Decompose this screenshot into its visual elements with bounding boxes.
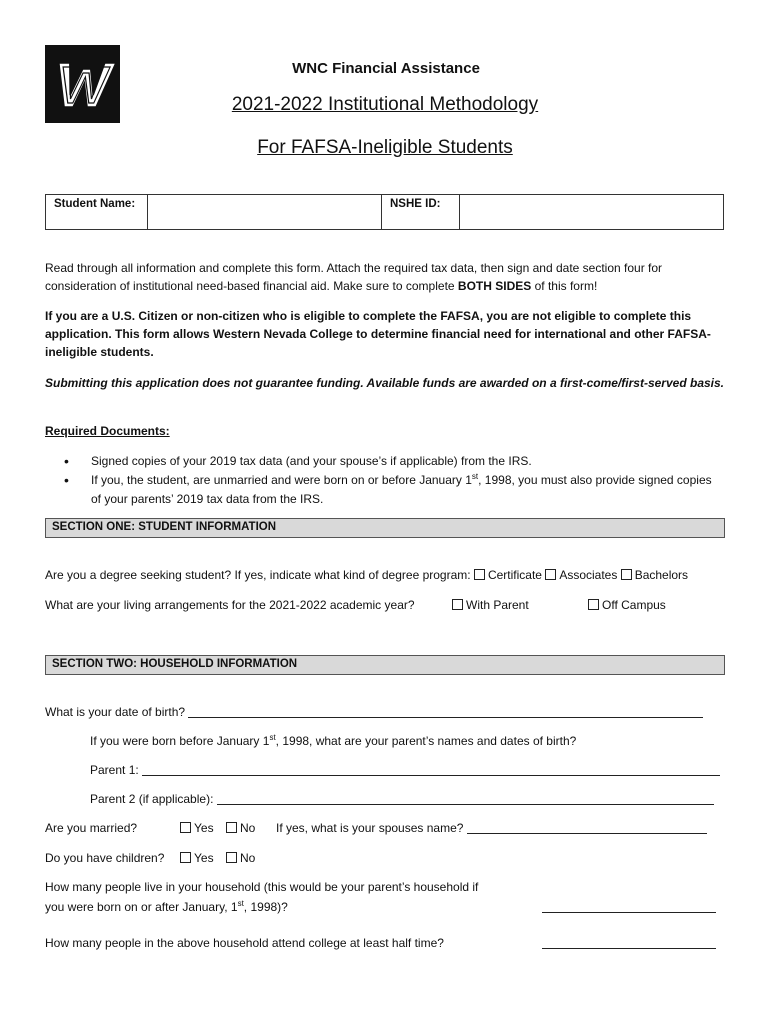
list-item-text: , 1998, you must also provide signed copies of your parents’ 2019 tax data from the IRS.	[91, 473, 712, 506]
dob-row	[45, 703, 703, 721]
parent1-row	[90, 761, 720, 779]
certificate-label: Certificate	[487, 568, 542, 582]
college-question: How many people in the above household attend college at least half time?	[45, 936, 444, 950]
certificate-checkbox[interactable]	[474, 569, 485, 580]
married-yes-checkbox[interactable]	[180, 822, 191, 833]
intro-instructions	[45, 259, 735, 295]
college-count-row	[542, 934, 716, 952]
off-campus-label: Off Campus	[602, 598, 666, 612]
with-parent-option	[452, 596, 529, 614]
children-yes-checkbox[interactable]	[180, 852, 191, 863]
form-title-line2: For FAFSA-Ineligible Students	[257, 137, 513, 158]
dob-field[interactable]	[188, 705, 703, 718]
yes-label: Yes	[194, 851, 214, 865]
parents-question-text: , 1998, what are your parent’s names and dates of birth?	[275, 734, 577, 748]
children-question: Do you have children?	[45, 851, 165, 865]
household-question-text: , 1998)?	[243, 900, 288, 914]
college-count-field[interactable]	[542, 936, 716, 949]
parents-question	[90, 732, 576, 750]
household-question-line2	[45, 898, 288, 916]
parent1-field[interactable]	[142, 763, 720, 776]
required-documents-heading: Required Documents:	[45, 424, 170, 438]
list-item	[64, 452, 724, 471]
section-two-heading: SECTION TWO: HOUSEHOLD INFORMATION	[45, 655, 725, 675]
household-count-field[interactable]	[542, 900, 716, 913]
married-question: Are you married?	[45, 821, 138, 835]
off-campus-checkbox[interactable]	[588, 599, 599, 610]
spouse-question: If yes, what is your spouses name?	[276, 821, 464, 835]
with-parent-checkbox[interactable]	[452, 599, 463, 610]
section-one-heading: SECTION ONE: STUDENT INFORMATION	[45, 518, 725, 538]
student-name-label: Student Name:	[46, 195, 148, 229]
household-question-line1: How many people live in your household (this would be your parent’s household if	[45, 880, 479, 894]
both-sides-emphasis: BOTH SIDES	[457, 279, 532, 293]
children-no-checkbox[interactable]	[226, 852, 237, 863]
married-no-option	[226, 819, 255, 837]
degree-question: Are you a degree seeking student? If yes, indicate what kind of degree program:	[45, 568, 471, 582]
dob-question: What is your date of birth?	[45, 705, 186, 719]
nshe-id-label: NSHE ID:	[382, 195, 460, 229]
funding-disclaimer: Submitting this application does not guarantee funding. Available funds are awarded on a first-come/first-served basis.	[45, 376, 725, 390]
living-question: What are your living arrangements for the 2021-2022 academic year?	[45, 598, 415, 612]
superscript: st	[237, 899, 244, 908]
spouse-name-field[interactable]	[467, 821, 707, 834]
no-label: No	[240, 851, 256, 865]
list-item	[64, 471, 724, 509]
form-title-line1: 2021-2022 Institutional Methodology	[231, 94, 539, 115]
no-label: No	[240, 821, 256, 835]
children-yes-option	[180, 849, 214, 867]
parent2-row	[90, 790, 714, 808]
intro-text: Read through all information and complete this form. Attach the required tax data, then sign and date section four for consideration of institutional need-based financial aid. Make sure to complete	[45, 261, 663, 293]
eligibility-notice: If you are a U.S. Citizen or non-citizen who is eligible to complete the FAFSA, you are not eligible to complete this application. This form allows Western Nevada College to determine financial need for international and other FAFSA-ineligible students.	[45, 309, 711, 359]
married-yes-option	[180, 819, 214, 837]
degree-question-row	[45, 566, 688, 584]
bachelors-label: Bachelors	[634, 568, 689, 582]
married-no-checkbox[interactable]	[226, 822, 237, 833]
parent2-field[interactable]	[217, 792, 714, 805]
student-name-field[interactable]	[148, 195, 382, 229]
required-documents-list	[64, 452, 724, 509]
off-campus-option	[588, 596, 666, 614]
household-question-text: you were born on or after January, 1	[45, 900, 238, 914]
parents-question-text: If you were born before January 1	[90, 734, 270, 748]
bachelors-checkbox[interactable]	[621, 569, 632, 580]
yes-label: Yes	[194, 821, 214, 835]
household-count-row	[542, 898, 716, 916]
intro-text-end: of this form!	[531, 279, 598, 293]
list-item-text: If you, the student, are unmarried and were born on or before January 1	[91, 473, 472, 487]
nshe-id-field[interactable]	[460, 195, 723, 229]
superscript: st	[269, 733, 276, 742]
student-id-table	[45, 194, 724, 230]
superscript: st	[471, 472, 479, 481]
associates-checkbox[interactable]	[545, 569, 556, 580]
spouse-row	[276, 819, 707, 837]
associates-label: Associates	[559, 568, 618, 582]
parent2-label: Parent 2 (if applicable):	[90, 792, 214, 806]
children-no-option	[226, 849, 255, 867]
parent1-label: Parent 1:	[90, 763, 139, 777]
with-parent-label: With Parent	[466, 598, 529, 612]
list-item-text: Signed copies of your 2019 tax data (and your spouse’s if applicable) from the IRS.	[91, 454, 532, 468]
org-name: WNC Financial Assistance	[292, 60, 480, 77]
